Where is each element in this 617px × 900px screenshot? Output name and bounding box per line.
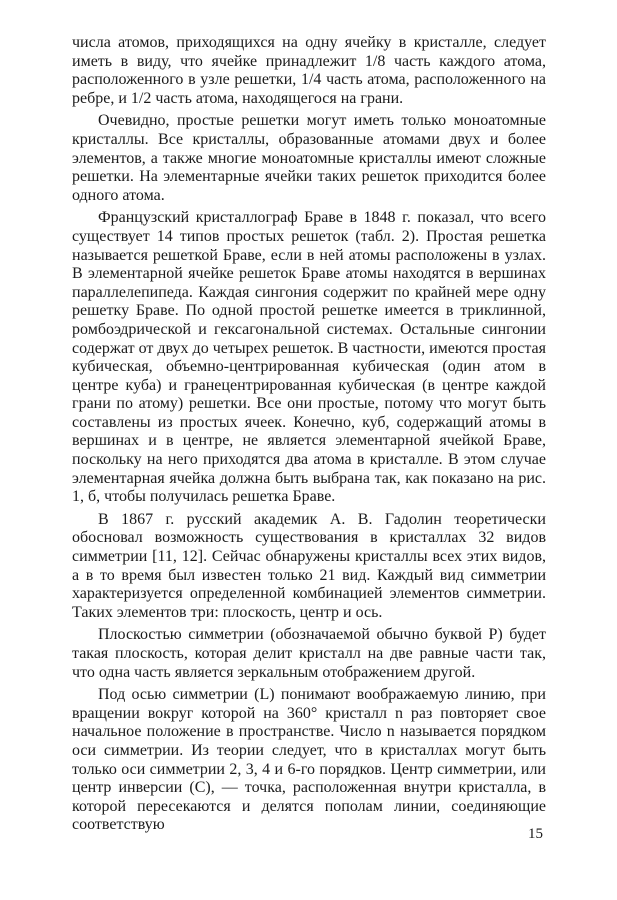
paragraph-symmetry-axis: Под осью симметрии (L) понимают воображаемую линию, при вращении вокруг которой на 360° кристалл n раз повторяет свое начальное положение в пространстве. Число n называется порядком оси симметрии. Из теории следует, что в кристаллах могут быть только оси симметрии 2, 3, 4 и 6-го порядков. Центр симметрии, или центр инверсии (С), — точка, расположенная внутри кристалла, в которой пересекаются и делятся пополам линии, соединяющие соответствую — [72, 686, 546, 834]
paragraph-atom-count: числа атомов, приходящихся на одну ячейку в кристалле, следует иметь в виду, что ячейке принадлежит 1/8 часть каждого атома, расположенного в узле решетки, 1/4 часть атома, расположенного на ребре, и 1/2 часть атома, находящегося на грани. — [72, 34, 546, 107]
paragraph-bravais: Французский кристаллограф Браве в 1848 г. показал, что всего существует 14 типов простых решеток (табл. 2). Простая решетка называется решеткой Браве, если в ней атомы расположены в узлах. В элементарной ячейке решеток Браве атомы находятся в вершинах параллелепипеда. Каждая сингония содержит по крайней мере одну решетку Браве. По одной простой решетке имеется в триклинной, ромбоэдрической и гексагональной системах. Остальные сингонии содержат от двух до четырех решеток. В частности, имеются простая кубическая, объемно-центрированная кубическая (один атом в центре куба) и гранецентрированная кубическая (в центре каждой грани по атому) решетки. Все они простые, потому что могут быть составлены из простых ячеек. Конечно, куб, содержащий атомы в вершинах и в центре, не является элементарной ячейкой Браве, поскольку на него приходятся два атома в кристалле. В этом случае элементарная ячейка должна быть выбрана так, как показано на рис. 1, б, чтобы получилась решетка Браве. — [72, 209, 546, 506]
paragraph-symmetry-plane: Плоскостью симметрии (обозначаемой обычно буквой Р) будет такая плоскость, которая делит кристалл на две равные части так, что одна часть является зеркальным отображением другой. — [72, 626, 546, 681]
page-body — [72, 34, 546, 835]
page-number: 15 — [528, 826, 543, 842]
paragraph-simple-lattices: Очевидно, простые решетки могут иметь только моноатомные кристаллы. Все кристаллы, образованные атомами двух и более элементов, а также многие моноатомные кристаллы имеют сложные решетки. На элементарные ячейки таких решеток приходится более одного атома. — [72, 112, 546, 204]
paragraph-gadolin: В 1867 г. русский академик А. В. Гадолин теоретически обосновал возможность существования в кристаллах 32 видов симметрии [11, 12]. Сейчас обнаружены кристаллы всех этих видов, а в то время был известен только 21 вид. Каждый вид симметрии характеризуется определенной комбинацией элементов симметрии. Таких элементов три: плоскость, центр и ось. — [72, 510, 546, 621]
